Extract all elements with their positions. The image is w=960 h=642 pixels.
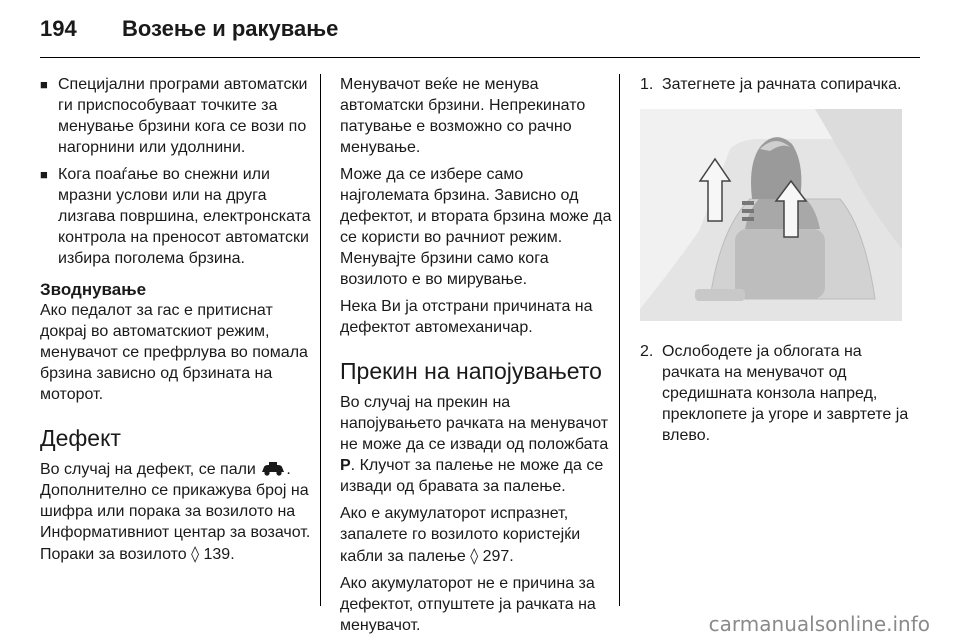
header-divider xyxy=(40,57,920,58)
list-item xyxy=(40,74,312,158)
paragraph: Ако е акумулаторот испразнет, запалете го возилото користејќи кабли за палење ◊ 297. xyxy=(340,505,581,565)
paragraph: Нека Ви ја отстрани причината на дефектот автомеханичар. xyxy=(340,298,593,336)
paragraph: Ако акумулаторот не е причина за дефектот, отпуштете ја рачката на менувачот. xyxy=(340,575,596,634)
watermark: carmanualsonline.info xyxy=(708,612,930,636)
column-right xyxy=(640,74,912,452)
paragraph: Менувачот веќе не менува автоматски брзини. Непрекинато патување е возможно со рачно менување. xyxy=(340,76,586,156)
column-middle xyxy=(340,74,612,642)
paragraph: Во случај на прекин на напојувањето рачката на менувачот не може да се извади од положбата P. Клучот за палење не може да се извади од бравата за палење. xyxy=(340,394,609,495)
gear-lever-illustration xyxy=(640,109,902,321)
page-reference-link[interactable]: 139. xyxy=(203,546,235,563)
square-bullet-icon: ■ xyxy=(40,77,48,92)
kickdown-paragraph: Ако педалот за гас е притиснат докрај во автоматскиот режим, менувачот се префрлува во помала брзина зависно од брзината на моторот. xyxy=(40,302,308,403)
gear-position-p: P xyxy=(340,457,351,474)
column-divider xyxy=(619,74,620,606)
page-reference-icon: ◊ xyxy=(470,546,479,565)
bullet-text: Кога поаѓање во снежни или мразни услови или на друга лизгава површина, електронската контрола на преносот автоматски избира поголема брзина. xyxy=(58,166,311,267)
fault-paragraph-1: Во случај на дефект, се пали . Дополнително се прикажува број на шифра или порака за возилото на Информативниот центар за возачот. Пораки за возилото ◊ 139. xyxy=(40,461,311,563)
page-reference-icon: ◊ xyxy=(191,544,200,563)
page-title: Возење и ракување xyxy=(122,16,339,41)
page-number: 194 xyxy=(40,16,77,41)
list-item: 2. Ослободете ја облогата на рачката на менувачот од средишната конзола напред, преклопете ја угоре и завртете ја влево. xyxy=(640,343,909,444)
page-header xyxy=(40,16,338,50)
page-reference-link[interactable]: 297. xyxy=(482,548,514,565)
list-item xyxy=(40,164,312,269)
column-divider xyxy=(320,74,321,606)
column-left xyxy=(40,74,312,571)
fault-heading: Дефект xyxy=(40,425,121,451)
list-item: 1. Затегнете ја рачната сопирачка. xyxy=(640,76,902,93)
interrupt-heading: Прекин на напојувањето xyxy=(340,358,602,384)
kickdown-heading: Зводнување xyxy=(40,280,147,299)
bullet-text: Специјални програми автоматски ги приспособуваат точките за менување брзини кога се вози по нагорнини или удолнини. xyxy=(58,76,308,156)
paragraph: Може да се избере само најголемата брзина. Зависно од дефектот, и втората брзина може да се користи во рачниот режим. Менувајте брзини само кога возилото е во мирување. xyxy=(340,166,612,288)
car-wrench-icon xyxy=(260,461,286,477)
square-bullet-icon: ■ xyxy=(40,167,48,182)
